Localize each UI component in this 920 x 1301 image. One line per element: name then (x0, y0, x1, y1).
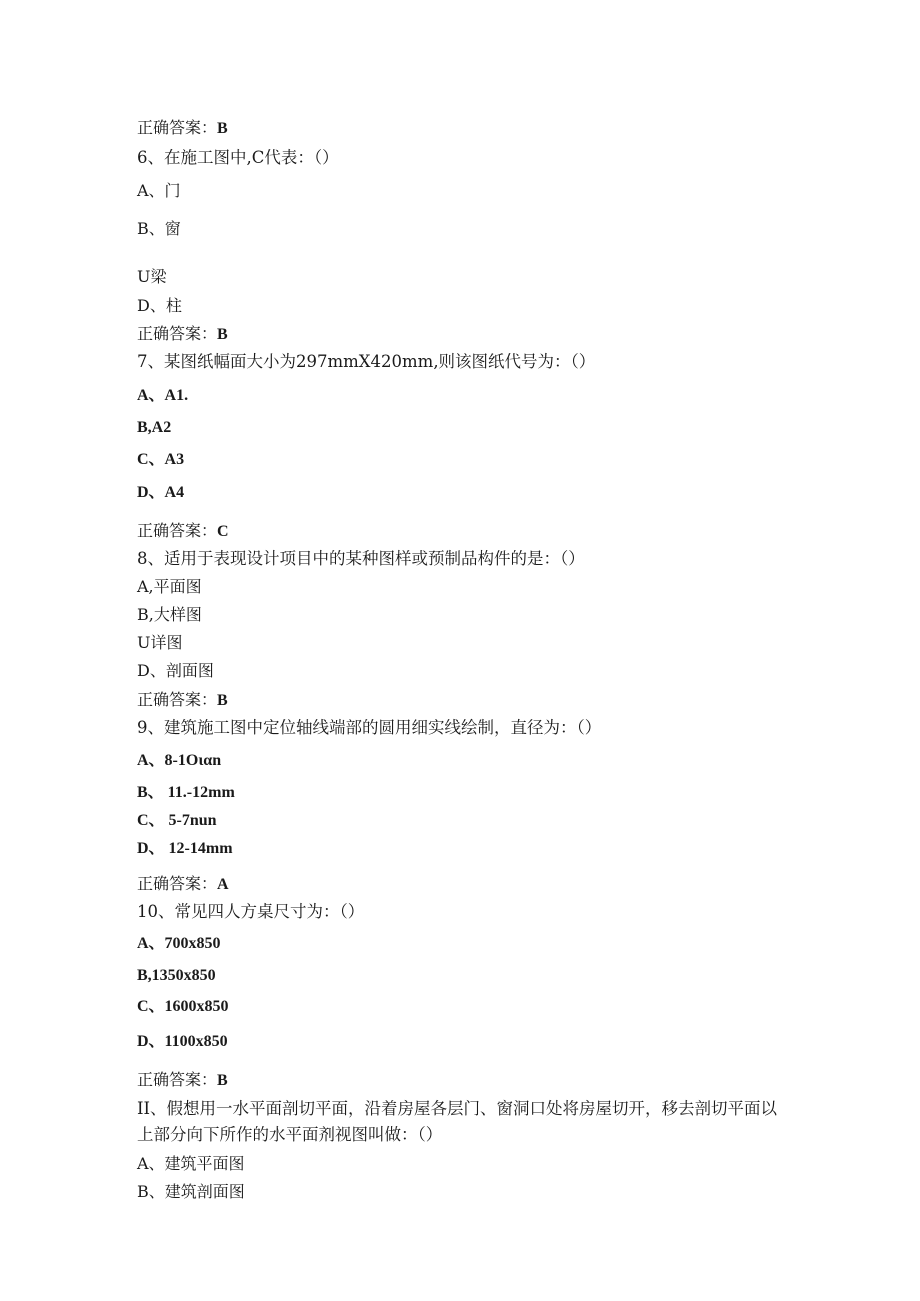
option-10d: D、1100x850 (137, 1033, 228, 1050)
question-10: 10、常见四人方桌尺寸为：（） (137, 902, 365, 921)
question-8: 8、适用于表现设计项目中的某种图样或预制品构件的是：（） (137, 549, 585, 568)
option-9c: C、 5-7nun (137, 812, 217, 829)
option-9d: D、 12-14mm (137, 840, 233, 857)
answer-q9: 正确答案：A (137, 874, 229, 893)
answer-q7: 正确答案：C (137, 521, 229, 540)
option-8c: U详图 (137, 633, 183, 652)
answer-q5: 正确答案：B (137, 118, 228, 137)
option-11a: A、建筑平面图 (137, 1154, 245, 1173)
option-8d: D、剖面图 (137, 661, 214, 680)
question-11: II、假想用一水平面剖切平面，沿着房屋各层门、窗洞口处将房屋切开，移去剖切平面以上部分向下所作的水平面剂视图叫做：（） (137, 1099, 778, 1144)
option-6b: B、窗 (137, 219, 181, 238)
option-8b: B,大样图 (137, 605, 202, 624)
question-6: 6、在施工图中,C代表：（） (137, 148, 339, 167)
option-6a: A、门 (137, 181, 181, 200)
answer-q10: 正确答案：B (137, 1070, 228, 1089)
option-6d: D、柱 (137, 296, 182, 315)
option-8a: A,平面图 (137, 577, 202, 596)
question-9: 9、建筑施工图中定位轴线端部的圆用细实线绘制，直径为：（） (137, 718, 602, 737)
option-10a: A、700x850 (137, 935, 221, 952)
option-7d: D、A4 (137, 484, 185, 501)
option-7a: A、A1. (137, 387, 189, 404)
option-7c: C、A3 (137, 451, 185, 468)
option-10b: B,1350x850 (137, 967, 216, 984)
question-7: 7、某图纸幅面大小为297mmX420mm,则该图纸代号为：（） (137, 352, 596, 371)
option-6c: U梁 (137, 267, 167, 286)
option-7b: B,A2 (137, 419, 172, 436)
option-9b: B、 11.-12mm (137, 784, 235, 801)
option-9a: A、8-1Oιαn (137, 752, 222, 769)
option-10c: C、1600x850 (137, 998, 229, 1015)
answer-q8: 正确答案：B (137, 690, 228, 709)
answer-q6: 正确答案：B (137, 324, 228, 343)
option-11b: B、建筑剖面图 (137, 1182, 245, 1201)
